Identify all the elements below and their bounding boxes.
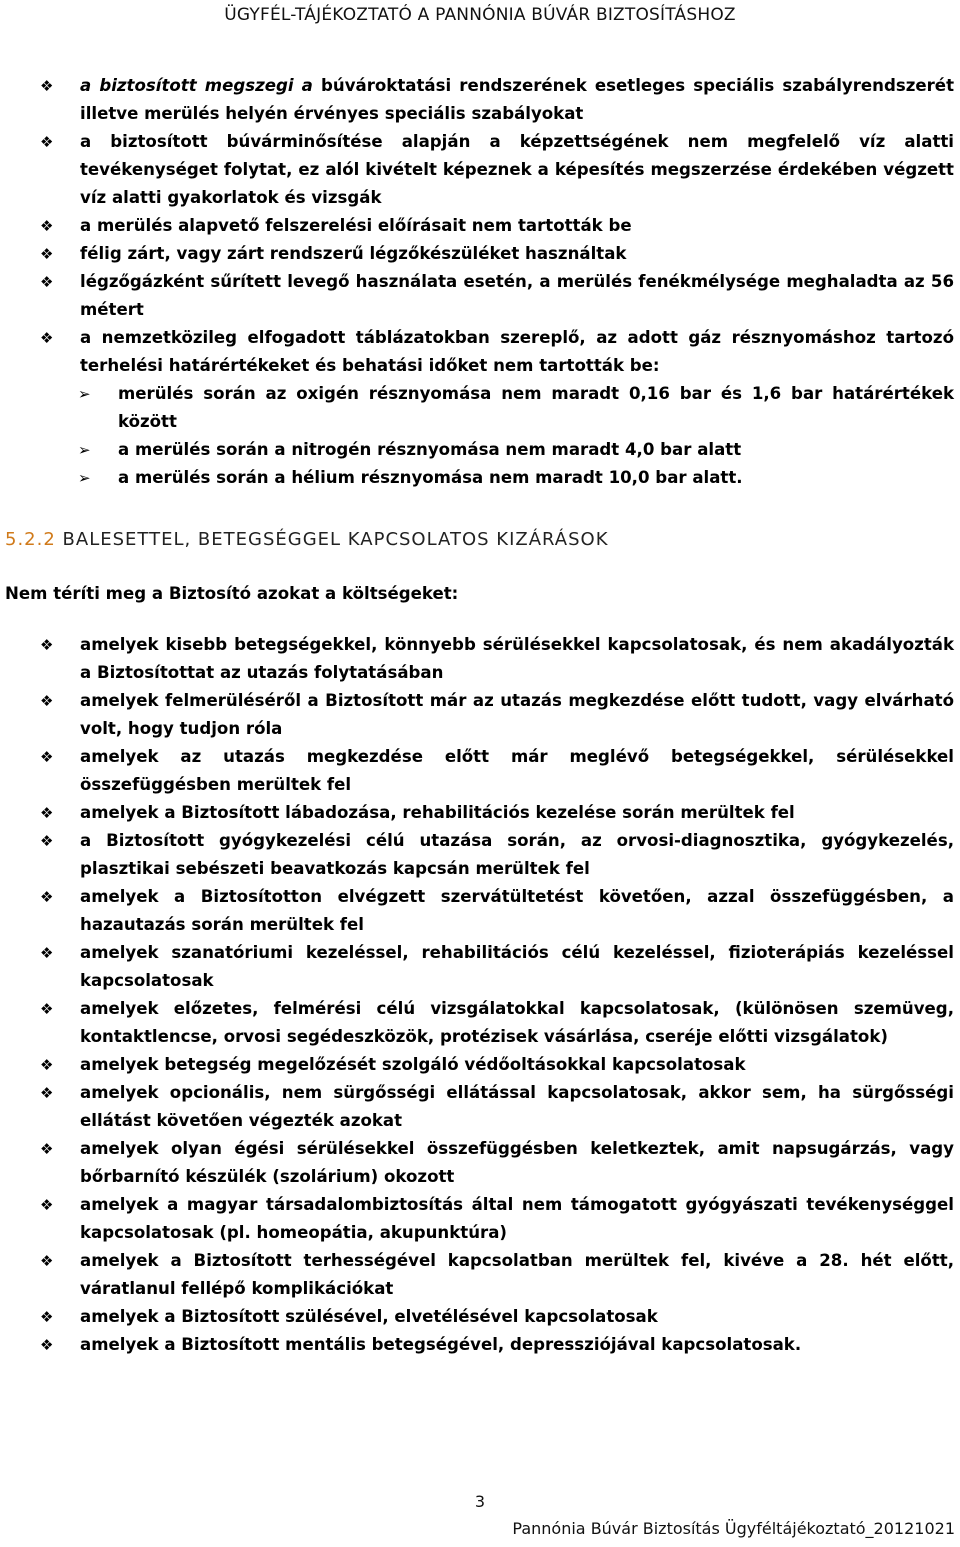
list-item-text: a nemzetközileg elfogadott táblázatokban szereplő, az adott gáz résznyomáshoz tartozó terhelési határértékeket és behatási időket nem tartották be: xyxy=(80,328,954,375)
exclusion-list-accident-illness xyxy=(0,631,960,1359)
list-item-text: amelyek a Biztosítotton elvégzett szervátültetést követően, azzal összefüggésben, a hazautazás során merültek fel xyxy=(80,887,954,934)
list-item-text: félig zárt, vagy zárt rendszerű légzőkészüléket használtak xyxy=(80,244,627,263)
list-item-text: amelyek az utazás megkezdése előtt már meglévő betegségekkel, sérülésekkel összefüggésben merültek fel xyxy=(80,747,954,794)
arrow-bullet-icon: ➢ xyxy=(78,385,91,403)
list-item xyxy=(0,883,960,939)
diamond-bullet-icon: ❖ xyxy=(40,1308,54,1326)
section-title: BALESETTEL, BETEGSÉGGEL KAPCSOLATOS KIZÁRÁSOK xyxy=(62,529,609,550)
list-item xyxy=(0,687,960,743)
sub-list-item xyxy=(0,436,960,464)
sub-list-item xyxy=(0,380,960,436)
diamond-bullet-icon: ❖ xyxy=(40,1196,54,1214)
diamond-bullet-icon: ❖ xyxy=(40,1084,54,1102)
list-item-text: amelyek betegség megelőzését szolgáló védőoltásokkal kapcsolatosak xyxy=(80,1055,746,1074)
list-item-text: amelyek olyan égési sérülésekkel összefüggésben keletkeztek, amit napsugárzás, vagy bőrbarnító készülék (szolárium) okozott xyxy=(80,1139,954,1186)
list-item-text: amelyek a magyar társadalombiztosítás által nem támogatott gyógyászati tevékenységgel kapcsolatosak (pl. homeopátia, akupunktúra) xyxy=(80,1195,954,1242)
diamond-bullet-icon: ❖ xyxy=(40,832,54,850)
list-item xyxy=(0,743,960,799)
page-header: ÜGYFÉL-TÁJÉKOZTATÓ A PANNÓNIA BÚVÁR BIZTOSÍTÁSHOZ xyxy=(224,5,736,25)
diamond-bullet-icon: ❖ xyxy=(40,1252,54,1270)
section-intro: Nem téríti meg a Biztosító azokat a költségeket: xyxy=(5,584,459,603)
list-item xyxy=(0,72,960,128)
diamond-bullet-icon: ❖ xyxy=(40,804,54,822)
list-item-text: amelyek a Biztosított lábadozása, rehabilitációs kezelése során merültek fel xyxy=(80,803,795,822)
list-item xyxy=(0,240,960,268)
diamond-bullet-icon: ❖ xyxy=(40,77,54,95)
list-item-text: amelyek opcionális, nem sürgősségi ellátással kapcsolatosak, akkor sem, ha sürgősségi ellátást követően végezték azokat xyxy=(80,1083,954,1130)
diamond-bullet-icon: ❖ xyxy=(40,217,54,235)
sub-list-item-text: a merülés során a nitrogén résznyomása nem maradt 4,0 bar alatt xyxy=(118,440,742,459)
sub-list-item xyxy=(0,464,960,492)
list-item xyxy=(0,1051,960,1079)
list-item xyxy=(0,1303,960,1331)
list-item-emphasis: a biztosított megszegi a xyxy=(80,76,313,95)
page-number: 3 xyxy=(474,1492,486,1511)
diamond-bullet-icon: ❖ xyxy=(40,636,54,654)
diamond-bullet-icon: ❖ xyxy=(40,1140,54,1158)
list-item xyxy=(0,1331,960,1359)
section-number: 5.2.2 xyxy=(5,529,56,550)
arrow-bullet-icon: ➢ xyxy=(78,469,91,487)
list-item-text: légzőgázként sűrített levegő használata esetén, a merülés fenékmélysége meghaladta az 56 métert xyxy=(80,272,954,319)
diamond-bullet-icon: ❖ xyxy=(40,944,54,962)
list-item xyxy=(0,939,960,995)
list-item-text: amelyek előzetes, felmérési célú vizsgálatokkal kapcsolatosak, (különösen szemüveg, kontaktlencse, orvosi segédeszközök, protézisek vásárlása, cseréje előtti vizsgálatok) xyxy=(80,999,954,1046)
section-heading xyxy=(5,529,609,550)
diamond-bullet-icon: ❖ xyxy=(40,1000,54,1018)
diamond-bullet-icon: ❖ xyxy=(40,273,54,291)
list-item-text: amelyek felmerüléséről a Biztosított már az utazás megkezdése előtt tudott, vagy elvárható volt, hogy tudjon róla xyxy=(80,691,954,738)
list-item-text: búvároktatási rendszerének esetleges speciális szabályrendszerét illetve merülés helyén érvényes speciális szabályokat xyxy=(80,76,954,123)
diamond-bullet-icon: ❖ xyxy=(40,1336,54,1354)
list-item xyxy=(0,631,960,687)
diamond-bullet-icon: ❖ xyxy=(40,1056,54,1074)
diamond-bullet-icon: ❖ xyxy=(40,245,54,263)
list-item xyxy=(0,268,960,324)
list-item xyxy=(0,1191,960,1247)
diamond-bullet-icon: ❖ xyxy=(40,748,54,766)
list-item-text: a merülés alapvető felszerelési előírásait nem tartották be xyxy=(80,216,632,235)
sub-list-item-text: merülés során az oxigén résznyomása nem maradt 0,16 bar és 1,6 bar határértékek között xyxy=(118,384,954,431)
exclusion-list-diving xyxy=(0,72,960,492)
list-item-text: amelyek a Biztosított szülésével, elvetélésével kapcsolatosak xyxy=(80,1307,658,1326)
list-item xyxy=(0,827,960,883)
list-item-text: amelyek a Biztosított terhességével kapcsolatban merültek fel, kivéve a 28. hét előtt, váratlanul fellépő komplikációkat xyxy=(80,1251,954,1298)
list-item xyxy=(0,799,960,827)
diamond-bullet-icon: ❖ xyxy=(40,888,54,906)
list-item xyxy=(0,128,960,212)
footer-text: Pannónia Búvár Biztosítás Ügyféltájékoztató_20121021 xyxy=(512,1519,955,1538)
arrow-bullet-icon: ➢ xyxy=(78,441,91,459)
list-item xyxy=(0,324,960,380)
list-item-text: amelyek szanatóriumi kezeléssel, rehabilitációs célú kezeléssel, fizioterápiás kezeléssel kapcsolatosak xyxy=(80,943,954,990)
list-item-text: amelyek a Biztosított mentális betegségével, depressziójával kapcsolatosak. xyxy=(80,1335,802,1354)
list-item-text: a Biztosított gyógykezelési célú utazása során, az orvosi-diagnosztika, gyógykezelés, plasztikai sebészeti beavatkozás kapcsán merültek fel xyxy=(80,831,954,878)
list-item-text: a biztosított búvárminősítése alapján a képzettségének nem megfelelő víz alatti tevékenységet folytat, ez alól kivételt képeznek a képesítés megszerzése érdekében végzett víz alatti gyakorlatok és vizsgák xyxy=(80,132,954,207)
list-item xyxy=(0,1135,960,1191)
list-item-text: amelyek kisebb betegségekkel, könnyebb sérülésekkel kapcsolatosak, és nem akadályozták a Biztosítottat az utazás folytatásában xyxy=(80,635,954,682)
diamond-bullet-icon: ❖ xyxy=(40,133,54,151)
diamond-bullet-icon: ❖ xyxy=(40,692,54,710)
list-item xyxy=(0,1247,960,1303)
diamond-bullet-icon: ❖ xyxy=(40,329,54,347)
sub-list-item-text: a merülés során a hélium résznyomása nem maradt 10,0 bar alatt. xyxy=(118,468,743,487)
list-item xyxy=(0,212,960,240)
list-item xyxy=(0,995,960,1051)
list-item xyxy=(0,1079,960,1135)
